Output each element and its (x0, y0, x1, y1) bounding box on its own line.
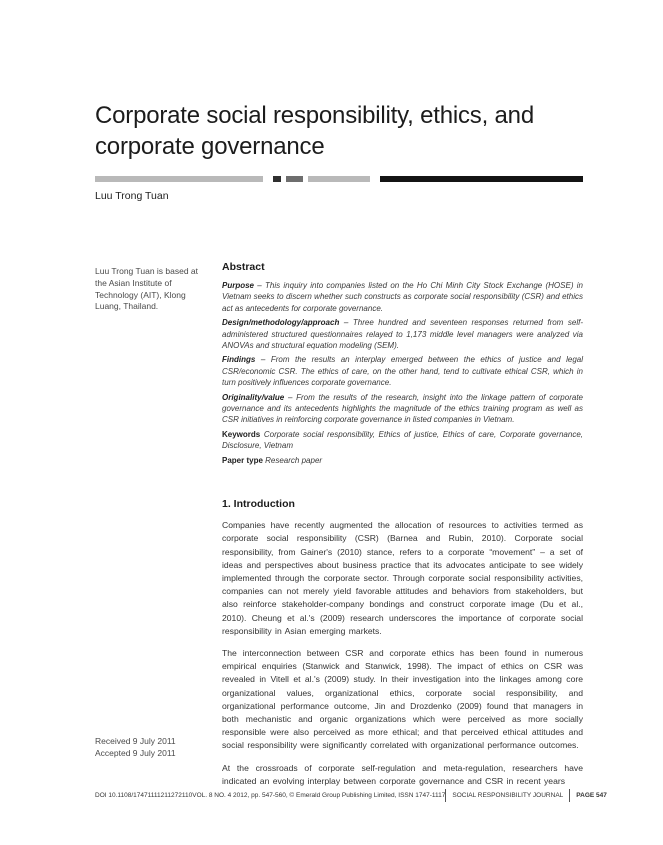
abstract-findings (222, 354, 583, 388)
paper-type-line (222, 455, 583, 466)
paper-type-text: Research paper (262, 455, 323, 465)
decorative-rule-bar (95, 176, 583, 182)
footer-journal-name: SOCIAL RESPONSIBILITY JOURNAL (445, 789, 570, 802)
intro-paragraph-2: The interconnection between CSR and corporate ethics has been found in numerous empirical enquiries (Stanwick and Stanwick, 1998). The impact of ethics on CSR was revealed in Vitell et al.'s (2009) study. In their investigation into the linkages among core organizational values, organizational ethics, corporate social responsibility, and organizational performance outcome, Jin and Drozdenko (2009) found that managers in both mechanistic and organic organizations which were perceived as more socially responsible were also perceived as more ethical; and that perceived ethical attitudes and social responsibility were significantly correlated with organizational performance outcomes. (222, 647, 583, 751)
paper-type-label: Paper type (222, 455, 263, 465)
received-date: Received 9 July 2011 (95, 736, 176, 746)
rule-segment-black (380, 176, 583, 182)
abstract-heading: Abstract (222, 261, 265, 273)
abstract-purpose (222, 280, 583, 314)
abstract-originality-label: Originality/value (222, 392, 285, 402)
rule-segment-dark-gray (286, 176, 303, 182)
abstract-findings-text: – From the results an interplay emerged between the ethics of justice and legal CSR/economic CSR. The ethics of care, on the other hand, tend to cultivate ethical CSR, which in turn positively influences corporate governance. (222, 355, 583, 388)
main-column (222, 261, 583, 797)
abstract-design-label: Design/methodology/approach (222, 318, 340, 328)
keywords-label: Keywords (222, 429, 261, 439)
abstract-originality-text: – From the results of the research, insight into the linkage pattern of corporate governance and its antecedents highlights the magnitude of the ethics training program as well as CSR initiatives in reinforcing corporate governance in listed companies in Vietnam. (222, 392, 583, 425)
footer-doi: DOI 10.1108/17471111211272110 (95, 792, 193, 799)
abstract-originality (222, 392, 583, 426)
footer-citation: VOL. 8 NO. 4 2012, pp. 547-560, © Emerald Group Publishing Limited, ISSN 1747-1117 (192, 792, 446, 799)
rule-segment-dark-square (273, 176, 281, 182)
abstract-purpose-label: Purpose (222, 281, 255, 290)
abstract-findings-label: Findings (222, 355, 256, 365)
rule-segment-gray-2 (308, 176, 370, 182)
intro-paragraph-1: Companies have recently augmented the allocation of resources to activities termed as corporate social responsibility (CSR) (Barnea and Rubin, 2010). Corporate social responsibility, from Gainer's (2010) stance, refers to a corporate “movement” – a set of ideas and perspectives about business practice that its advocates anticipate to see widely implemented through the corporate sector. Through corporate social responsibility activities, companies can not merely yield favorable attitudes and behaviors from stakeholders, but also reinforce stakeholder-company bondings and construct corporate image (Du et al., 2010). Cheung et al.'s (2009) research underscores the importance of corporate social responsibility in Asian emerging markets. (222, 520, 583, 636)
footer-page-number: PAGE 547 (576, 792, 607, 799)
abstract-design (222, 317, 583, 351)
article-title: Corporate social responsibility, ethics, and corporate governance (95, 102, 534, 160)
abstract-design-text: – Three hundred and seventeen responses returned from self-administered structured questionnaires relayed to 1,173 middle level managers were analyzed via ANOVAs and structural equation modeling (SEM). (222, 318, 583, 351)
rule-segment-gray (95, 176, 263, 182)
keywords-line (222, 429, 583, 452)
author-affiliation: Luu Trong Tuan is based at the Asian Institute of Technology (AIT), Klong Luang, Thailand. (95, 266, 199, 312)
intro-paragraph-3: At the crossroads of corporate self-regulation and meta-regulation, researchers have indicated an evolving interplay between corporate governance and CSR in recent years (222, 762, 583, 786)
author-name: Luu Trong Tuan (95, 190, 169, 202)
abstract-purpose-text: – This inquiry into companies listed on the Ho Chi Minh City Stock Exchange (HOSE) in Vietnam seeks to discern whether such constructs as corporate social responsibility (CSR) and ethics act as antecedents for corporate governance. (222, 281, 583, 313)
section-heading-introduction: 1. Introduction (222, 498, 295, 511)
submission-dates (95, 736, 215, 759)
accepted-date: Accepted 9 July 2011 (95, 747, 176, 758)
keywords-text: Corporate social responsibility, Ethics of justice, Ethics of care, Corporate governance, Disclosure, Vietnam (222, 429, 583, 451)
page-footer (95, 789, 607, 802)
